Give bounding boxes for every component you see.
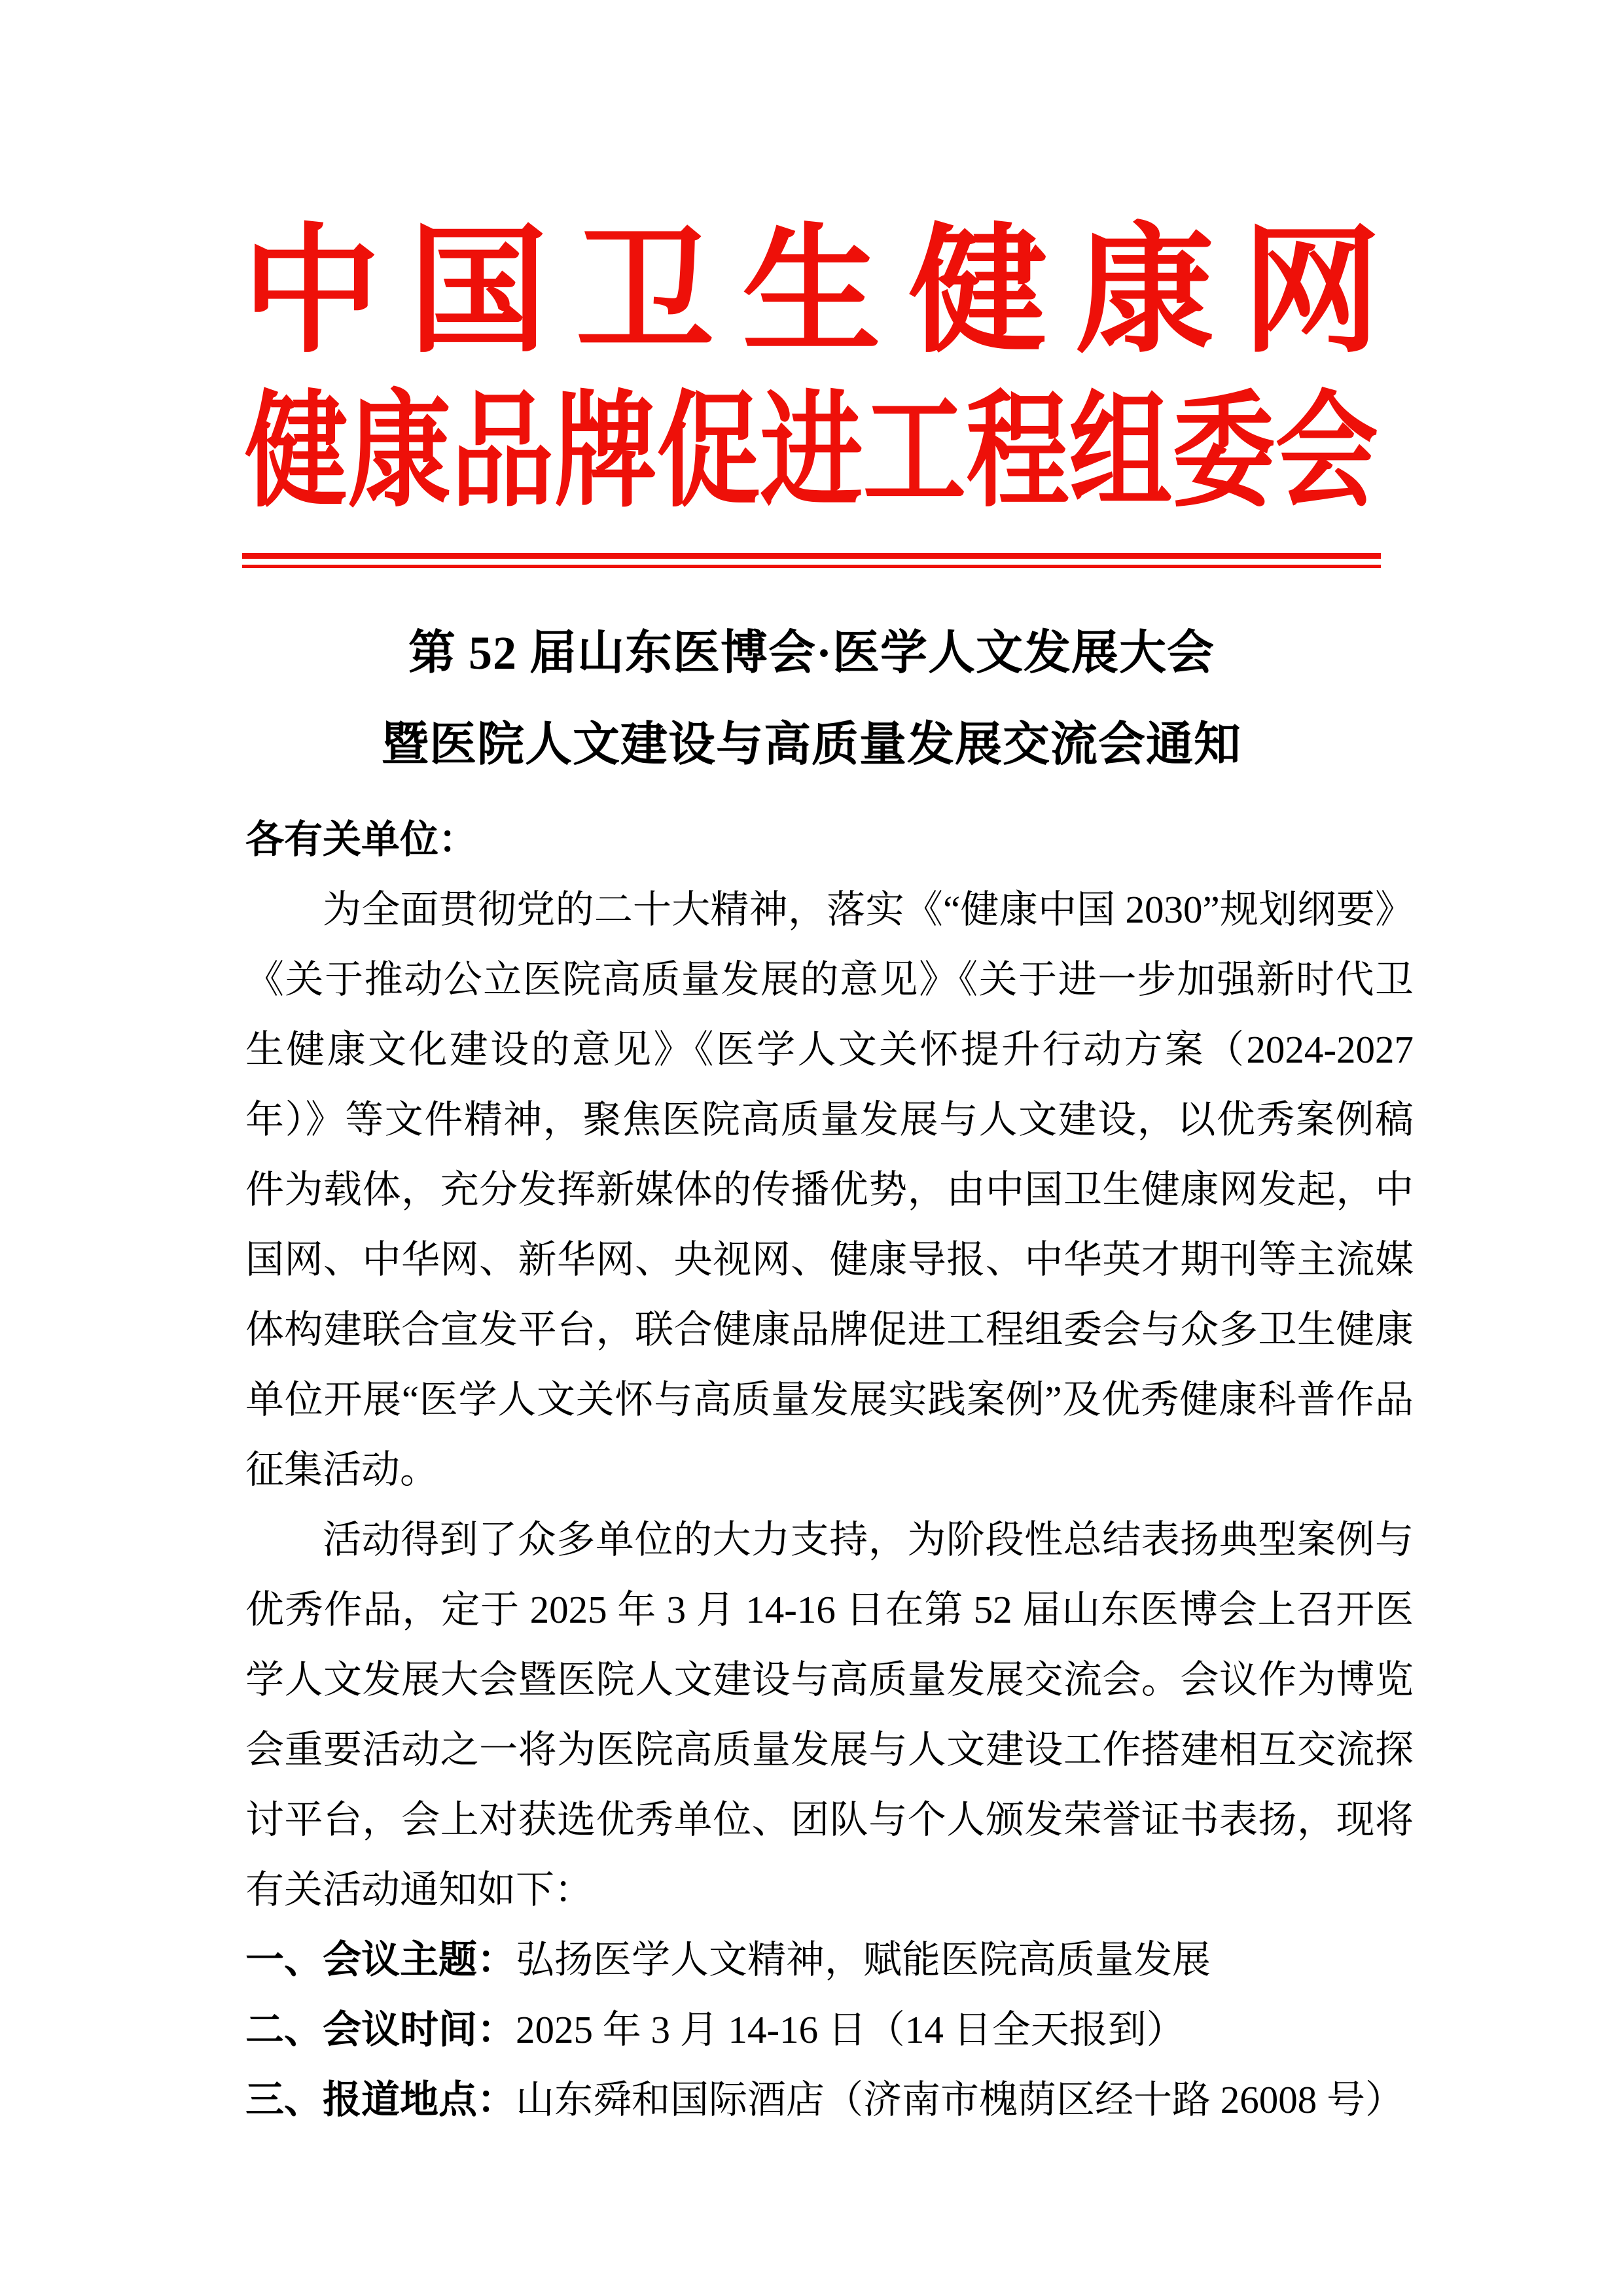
letterhead-char: 卫 [575, 215, 715, 369]
salutation: 各有关单位： [245, 818, 478, 862]
body-paragraph-1: 为全面贯彻党的二十大精神，落实《“健康中国 2030”规划纲要》《关于推动公立医院高质量发展的意见》《关于进一步加强新时代卫生健康文化建设的意见》《医学人文关怀提升行动方案（2024-2027 年）》等文件精神，聚焦医院高质量发展与人文建设，以优秀案例稿件为载体，充分发挥新媒体的传播优势，由中国卫生健康网发起，中国网、中华网、新华网、央视网、健康导报、中华英才期刊等主流媒体构建联合宣发平台，联合健康品牌促进工程组委会与众多卫生健康单位开展“医学人文关怀与高质量发展实践案例”及优秀健康科普作品征集活动。 [245, 888, 1414, 1492]
letterhead-divider [242, 553, 1381, 568]
item-text-time: 2025 年 3 月 14-16 日（14 日全天报到） [516, 2008, 1185, 2052]
letterhead-org-name-line2: 健康品牌促进工程组委会 [245, 383, 1378, 523]
item-label-location: 三、报道地点： [245, 2078, 516, 2122]
notice-body [245, 805, 1414, 2135]
list-item-time [245, 1995, 1414, 2065]
document-title-line2: 暨医院人文建设与高质量发展交流会通知 [381, 718, 1241, 771]
divider-thin-rule [242, 565, 1381, 568]
item-label-topic: 一、会议主题： [245, 1938, 516, 1982]
divider-thick-rule [242, 553, 1381, 559]
letterhead-org-name-line1 [242, 215, 1381, 370]
letterhead-char: 中 [242, 215, 381, 369]
letterhead [242, 0, 1381, 523]
letterhead-char: 健 [908, 215, 1048, 369]
letterhead-char: 生 [741, 215, 881, 369]
item-text-topic: 弘扬医学人文精神，赋能医院高质量发展 [516, 1938, 1211, 1982]
document-title-line1: 第 52 届山东医博会·医学人文发展大会 [408, 627, 1215, 680]
list-item-location [245, 2065, 1414, 2135]
list-item-topic [245, 1925, 1414, 1995]
letterhead-char: 国 [408, 215, 548, 369]
document-title [0, 607, 1623, 790]
letterhead-char: 网 [1241, 215, 1381, 369]
letterhead-char: 康 [1075, 215, 1215, 369]
item-text-location: 山东舜和国际酒店（济南市槐荫区经十路 26008 号） [516, 2078, 1404, 2122]
body-paragraph-2: 活动得到了众多单位的大力支持，为阶段性总结表扬典型案例与优秀作品，定于 2025 年 3 月 14-16 日在第 52 届山东医博会上召开医学人文发展大会暨医院人文建设与高质量发展交流会。会议作为博览会重要活动之一将为医院高质量发展与人文建设工作搭建相互交流探讨平台，会上对获选优秀单位、团队与个人颁发荣誉证书表扬，现将有关活动通知如下： [245, 1518, 1414, 1912]
item-label-time: 二、会议时间： [245, 2008, 516, 2052]
